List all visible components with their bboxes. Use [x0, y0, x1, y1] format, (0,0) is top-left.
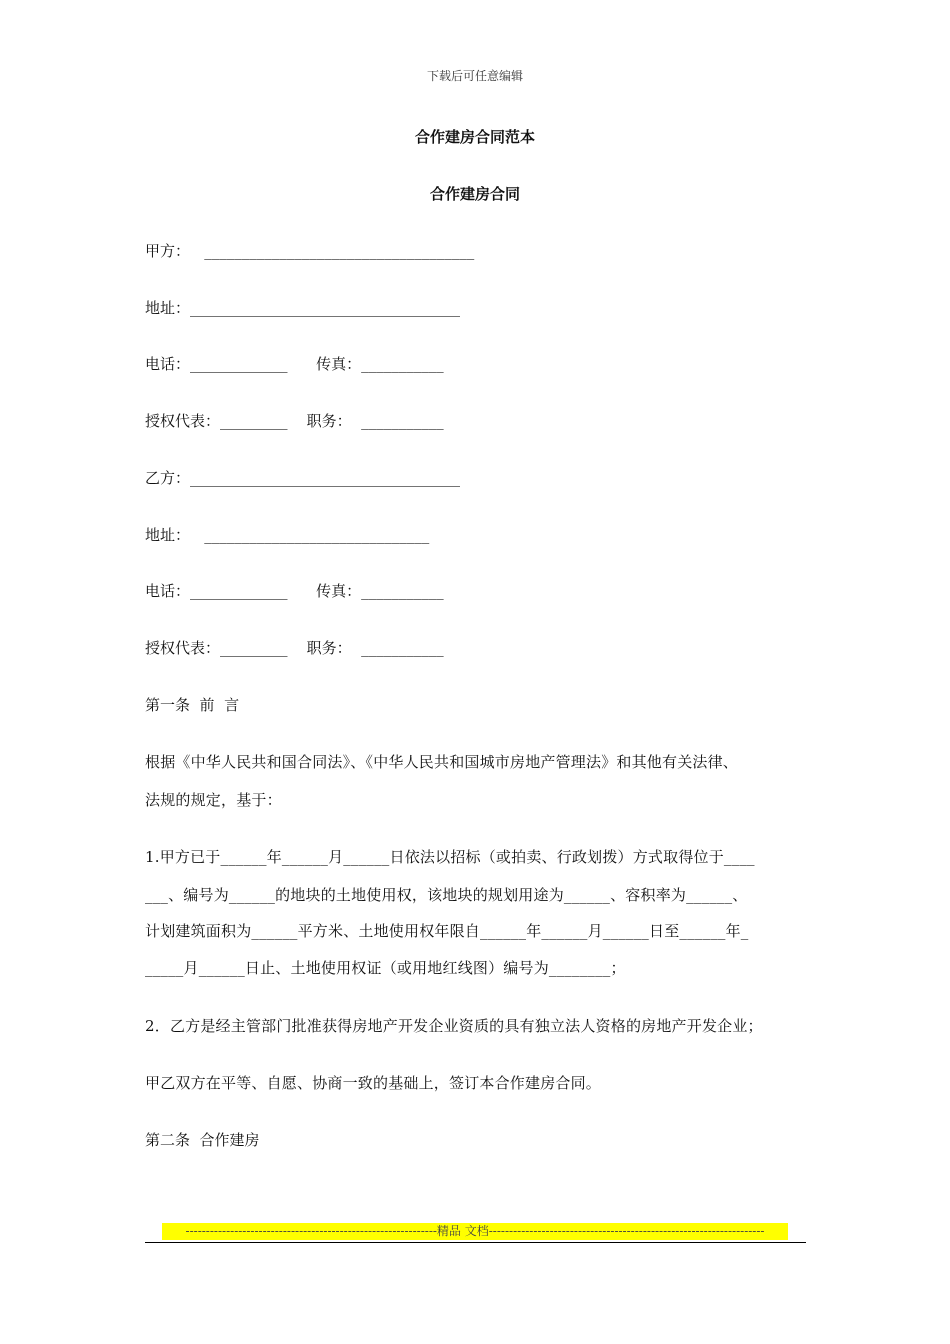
party-b-name-field[interactable]: 乙方：____________________________________ — [145, 469, 461, 487]
party-b-representative-field[interactable]: 授权代表：_________ 职务： ___________ — [145, 639, 444, 657]
party-a-phone-fax-field[interactable]: 电话：_____________ 传真：___________ — [145, 355, 444, 373]
item-1-line-4: _____月______日止、土地使用权证（或用地红线图）编号为________； — [145, 959, 626, 977]
header-note: 下载后可任意编辑 — [426, 69, 523, 83]
item-2: 2．乙方是经主管部门批准获得房地产开发企业资质的具有独立法人资格的房地产开发企业； — [145, 1017, 763, 1035]
party-b-address-field[interactable]: 地址： ______________________________ — [145, 526, 430, 544]
item-1-line-2: ___、编号为______的地块的土地使用权，该地块的规划用途为______、容积率为______、 — [145, 886, 748, 904]
party-b-phone-fax-field[interactable]: 电话：_____________ 传真：___________ — [145, 582, 444, 600]
item-1-line-1: 1.甲方已于______年______月______日依法以招标（或拍卖、行政划拨）方式取得位于____ — [145, 848, 755, 866]
article-1-heading: 第一条 前 言 — [145, 696, 240, 714]
article-2-heading: 第二条 合作建房 — [145, 1131, 260, 1149]
footer-banner — [162, 1223, 788, 1240]
footer-dashes-left: -------------------------------------------------------------- — [185, 1224, 437, 1238]
article-1-intro-line-2: 法规的规定，基于： — [145, 791, 282, 809]
contract-title: 合作建房合同 — [429, 185, 520, 203]
item-1-line-3: 计划建筑面积为______平方米、土地使用权年限自______年______月______日至______年_ — [145, 922, 749, 940]
party-a-name-field[interactable]: 甲方： ____________________________________ — [145, 242, 475, 260]
document-title: 合作建房合同范本 — [414, 128, 535, 146]
footer-rule — [145, 1242, 806, 1243]
article-1-intro-line-1: 根据《中华人民共和国合同法》、《中华人民共和国城市房地产管理法》和其他有关法律、 — [145, 753, 739, 771]
footer-label: 精品 文档 — [436, 1224, 489, 1238]
agreement-statement: 甲乙双方在平等、自愿、协商一致的基础上，签订本合作建房合同。 — [145, 1074, 602, 1092]
footer-dashes-right: -------------------------------------------------------------------- — [488, 1224, 765, 1238]
party-a-representative-field[interactable]: 授权代表：_________ 职务： ___________ — [145, 412, 444, 430]
party-a-address-field[interactable]: 地址：____________________________________ — [145, 299, 461, 317]
